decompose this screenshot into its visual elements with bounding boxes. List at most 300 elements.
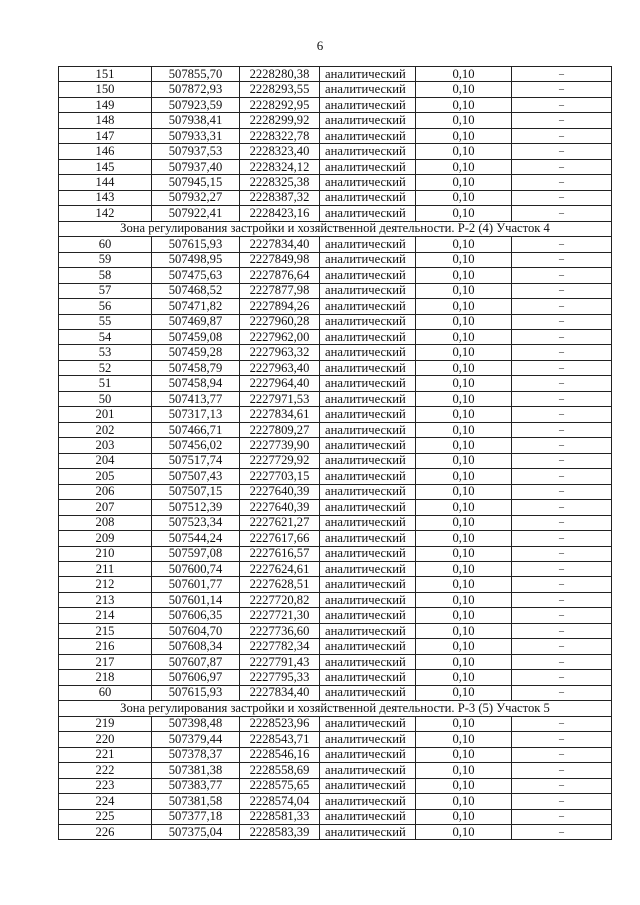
point-number: 51	[59, 376, 152, 391]
x-coordinate: 507615,93	[152, 685, 240, 700]
y-coordinate: 2227721,30	[240, 608, 320, 623]
note: –	[512, 469, 612, 484]
method: аналитический	[320, 190, 416, 205]
x-coordinate: 507933,31	[152, 128, 240, 143]
y-coordinate: 2227962,00	[240, 329, 320, 344]
table-row	[59, 778, 612, 793]
point-number: 147	[59, 128, 152, 143]
accuracy: 0,10	[416, 531, 512, 546]
table-row	[59, 360, 612, 375]
note: –	[512, 252, 612, 267]
table-row	[59, 592, 612, 607]
y-coordinate: 2228387,32	[240, 190, 320, 205]
x-coordinate: 507379,44	[152, 732, 240, 747]
point-number: 53	[59, 345, 152, 360]
note: –	[512, 345, 612, 360]
method: аналитический	[320, 778, 416, 793]
accuracy: 0,10	[416, 562, 512, 577]
x-coordinate: 507517,74	[152, 453, 240, 468]
method: аналитический	[320, 345, 416, 360]
accuracy: 0,10	[416, 407, 512, 422]
y-coordinate: 2227964,40	[240, 376, 320, 391]
method: аналитический	[320, 469, 416, 484]
accuracy: 0,10	[416, 763, 512, 778]
note: –	[512, 577, 612, 592]
y-coordinate: 2227849,98	[240, 252, 320, 267]
x-coordinate: 507471,82	[152, 299, 240, 314]
method: аналитический	[320, 732, 416, 747]
method: аналитический	[320, 639, 416, 654]
zone-header: Зона регулирования застройки и хозяйственной деятельности. Р-3 (5) Участок 5	[59, 701, 612, 716]
note: –	[512, 500, 612, 515]
accuracy: 0,10	[416, 113, 512, 128]
table-row	[59, 809, 612, 824]
accuracy: 0,10	[416, 732, 512, 747]
y-coordinate: 2227963,32	[240, 345, 320, 360]
x-coordinate: 507937,40	[152, 159, 240, 174]
accuracy: 0,10	[416, 794, 512, 809]
x-coordinate: 507317,13	[152, 407, 240, 422]
accuracy: 0,10	[416, 685, 512, 700]
method: аналитический	[320, 329, 416, 344]
accuracy: 0,10	[416, 144, 512, 159]
method: аналитический	[320, 716, 416, 731]
x-coordinate: 507606,35	[152, 608, 240, 623]
x-coordinate: 507607,87	[152, 654, 240, 669]
point-number: 214	[59, 608, 152, 623]
accuracy: 0,10	[416, 453, 512, 468]
y-coordinate: 2227894,26	[240, 299, 320, 314]
table-row	[59, 190, 612, 205]
accuracy: 0,10	[416, 345, 512, 360]
accuracy: 0,10	[416, 670, 512, 685]
point-number: 57	[59, 283, 152, 298]
table-row	[59, 438, 612, 453]
y-coordinate: 2228293,55	[240, 82, 320, 97]
note: –	[512, 175, 612, 190]
table-row	[59, 546, 612, 561]
note: –	[512, 824, 612, 839]
method: аналитический	[320, 299, 416, 314]
x-coordinate: 507413,77	[152, 391, 240, 406]
point-number: 222	[59, 763, 152, 778]
method: аналитический	[320, 747, 416, 762]
method: аналитический	[320, 654, 416, 669]
point-number: 206	[59, 484, 152, 499]
note: –	[512, 484, 612, 499]
x-coordinate: 507938,41	[152, 113, 240, 128]
y-coordinate: 2228325,38	[240, 175, 320, 190]
point-number: 208	[59, 515, 152, 530]
table-row	[59, 531, 612, 546]
table-row	[59, 654, 612, 669]
note: –	[512, 685, 612, 700]
note: –	[512, 778, 612, 793]
point-number: 151	[59, 67, 152, 82]
x-coordinate: 507932,27	[152, 190, 240, 205]
accuracy: 0,10	[416, 268, 512, 283]
x-coordinate: 507466,71	[152, 422, 240, 437]
note: –	[512, 391, 612, 406]
y-coordinate: 2228581,33	[240, 809, 320, 824]
x-coordinate: 507601,14	[152, 592, 240, 607]
accuracy: 0,10	[416, 360, 512, 375]
x-coordinate: 507945,15	[152, 175, 240, 190]
table-row	[59, 577, 612, 592]
x-coordinate: 507381,38	[152, 763, 240, 778]
y-coordinate: 2228323,40	[240, 144, 320, 159]
point-number: 207	[59, 500, 152, 515]
method: аналитический	[320, 592, 416, 607]
method: аналитический	[320, 283, 416, 298]
point-number: 52	[59, 360, 152, 375]
method: аналитический	[320, 206, 416, 221]
note: –	[512, 360, 612, 375]
note: –	[512, 97, 612, 112]
table-row	[59, 376, 612, 391]
y-coordinate: 2227834,40	[240, 237, 320, 252]
zone-header-row	[59, 221, 612, 236]
accuracy: 0,10	[416, 314, 512, 329]
point-number: 215	[59, 623, 152, 638]
method: аналитический	[320, 237, 416, 252]
point-number: 146	[59, 144, 152, 159]
y-coordinate: 2227640,39	[240, 484, 320, 499]
table-row	[59, 268, 612, 283]
note: –	[512, 592, 612, 607]
point-number: 218	[59, 670, 152, 685]
note: –	[512, 144, 612, 159]
method: аналитический	[320, 763, 416, 778]
point-number: 213	[59, 592, 152, 607]
accuracy: 0,10	[416, 747, 512, 762]
coordinates-table	[58, 66, 612, 840]
y-coordinate: 2227736,60	[240, 623, 320, 638]
point-number: 148	[59, 113, 152, 128]
method: аналитический	[320, 314, 416, 329]
note: –	[512, 670, 612, 685]
method: аналитический	[320, 67, 416, 82]
method: аналитический	[320, 608, 416, 623]
y-coordinate: 2227616,57	[240, 546, 320, 561]
note: –	[512, 794, 612, 809]
method: аналитический	[320, 484, 416, 499]
table-row	[59, 469, 612, 484]
x-coordinate: 507600,74	[152, 562, 240, 577]
y-coordinate: 2227729,92	[240, 453, 320, 468]
point-number: 203	[59, 438, 152, 453]
point-number: 226	[59, 824, 152, 839]
point-number: 225	[59, 809, 152, 824]
note: –	[512, 747, 612, 762]
x-coordinate: 507469,87	[152, 314, 240, 329]
accuracy: 0,10	[416, 778, 512, 793]
method: аналитический	[320, 685, 416, 700]
accuracy: 0,10	[416, 175, 512, 190]
table-row	[59, 608, 612, 623]
point-number: 54	[59, 329, 152, 344]
y-coordinate: 2228558,69	[240, 763, 320, 778]
x-coordinate: 507459,28	[152, 345, 240, 360]
point-number: 219	[59, 716, 152, 731]
point-number: 55	[59, 314, 152, 329]
x-coordinate: 507615,93	[152, 237, 240, 252]
y-coordinate: 2227809,27	[240, 422, 320, 437]
accuracy: 0,10	[416, 716, 512, 731]
note: –	[512, 422, 612, 437]
accuracy: 0,10	[416, 515, 512, 530]
point-number: 60	[59, 237, 152, 252]
x-coordinate: 507383,77	[152, 778, 240, 793]
method: аналитический	[320, 113, 416, 128]
note: –	[512, 299, 612, 314]
x-coordinate: 507507,15	[152, 484, 240, 499]
y-coordinate: 2228322,78	[240, 128, 320, 143]
method: аналитический	[320, 623, 416, 638]
point-number: 220	[59, 732, 152, 747]
point-number: 60	[59, 685, 152, 700]
accuracy: 0,10	[416, 329, 512, 344]
method: аналитический	[320, 97, 416, 112]
note: –	[512, 623, 612, 638]
accuracy: 0,10	[416, 500, 512, 515]
accuracy: 0,10	[416, 376, 512, 391]
table-row	[59, 329, 612, 344]
accuracy: 0,10	[416, 391, 512, 406]
x-coordinate: 507475,63	[152, 268, 240, 283]
accuracy: 0,10	[416, 190, 512, 205]
y-coordinate: 2228299,92	[240, 113, 320, 128]
note: –	[512, 732, 612, 747]
point-number: 223	[59, 778, 152, 793]
y-coordinate: 2227739,90	[240, 438, 320, 453]
x-coordinate: 507498,95	[152, 252, 240, 267]
accuracy: 0,10	[416, 469, 512, 484]
note: –	[512, 763, 612, 778]
note: –	[512, 159, 612, 174]
table-row	[59, 639, 612, 654]
note: –	[512, 453, 612, 468]
point-number: 56	[59, 299, 152, 314]
table-row	[59, 623, 612, 638]
note: –	[512, 809, 612, 824]
page-number: 6	[316, 38, 324, 53]
method: аналитический	[320, 407, 416, 422]
point-number: 209	[59, 531, 152, 546]
x-coordinate: 507606,97	[152, 670, 240, 685]
note: –	[512, 283, 612, 298]
y-coordinate: 2227720,82	[240, 592, 320, 607]
x-coordinate: 507604,70	[152, 623, 240, 638]
y-coordinate: 2227876,64	[240, 268, 320, 283]
table-row	[59, 453, 612, 468]
note: –	[512, 237, 612, 252]
method: аналитический	[320, 252, 416, 267]
x-coordinate: 507375,04	[152, 824, 240, 839]
accuracy: 0,10	[416, 422, 512, 437]
y-coordinate: 2227617,66	[240, 531, 320, 546]
table-row	[59, 345, 612, 360]
x-coordinate: 507378,37	[152, 747, 240, 762]
note: –	[512, 562, 612, 577]
table-row	[59, 237, 612, 252]
method: аналитический	[320, 438, 416, 453]
method: аналитический	[320, 453, 416, 468]
method: аналитический	[320, 175, 416, 190]
accuracy: 0,10	[416, 654, 512, 669]
point-number: 224	[59, 794, 152, 809]
x-coordinate: 507523,34	[152, 515, 240, 530]
table-row	[59, 407, 612, 422]
method: аналитический	[320, 562, 416, 577]
y-coordinate: 2228423,16	[240, 206, 320, 221]
accuracy: 0,10	[416, 592, 512, 607]
table-row	[59, 794, 612, 809]
table-row	[59, 314, 612, 329]
zone-header: Зона регулирования застройки и хозяйственной деятельности. Р-2 (4) Участок 4	[59, 221, 612, 236]
accuracy: 0,10	[416, 206, 512, 221]
point-number: 212	[59, 577, 152, 592]
x-coordinate: 507381,58	[152, 794, 240, 809]
point-number: 59	[59, 252, 152, 267]
x-coordinate: 507601,77	[152, 577, 240, 592]
table-row	[59, 391, 612, 406]
x-coordinate: 507937,53	[152, 144, 240, 159]
x-coordinate: 507468,52	[152, 283, 240, 298]
method: аналитический	[320, 159, 416, 174]
table-row	[59, 159, 612, 174]
zone-header-row	[59, 701, 612, 716]
x-coordinate: 507377,18	[152, 809, 240, 824]
accuracy: 0,10	[416, 824, 512, 839]
note: –	[512, 268, 612, 283]
table-row	[59, 128, 612, 143]
method: аналитический	[320, 670, 416, 685]
y-coordinate: 2227640,39	[240, 500, 320, 515]
y-coordinate: 2227628,51	[240, 577, 320, 592]
note: –	[512, 190, 612, 205]
point-number: 221	[59, 747, 152, 762]
table-row	[59, 824, 612, 839]
method: аналитический	[320, 531, 416, 546]
point-number: 216	[59, 639, 152, 654]
y-coordinate: 2227782,34	[240, 639, 320, 654]
method: аналитический	[320, 82, 416, 97]
table-row	[59, 763, 612, 778]
y-coordinate: 2228546,16	[240, 747, 320, 762]
point-number: 143	[59, 190, 152, 205]
y-coordinate: 2227621,27	[240, 515, 320, 530]
y-coordinate: 2227971,53	[240, 391, 320, 406]
accuracy: 0,10	[416, 252, 512, 267]
y-coordinate: 2227834,40	[240, 685, 320, 700]
accuracy: 0,10	[416, 159, 512, 174]
x-coordinate: 507512,39	[152, 500, 240, 515]
note: –	[512, 716, 612, 731]
method: аналитический	[320, 546, 416, 561]
table-row	[59, 500, 612, 515]
y-coordinate: 2227834,61	[240, 407, 320, 422]
x-coordinate: 507597,08	[152, 546, 240, 561]
y-coordinate: 2227960,28	[240, 314, 320, 329]
y-coordinate: 2228574,04	[240, 794, 320, 809]
note: –	[512, 546, 612, 561]
accuracy: 0,10	[416, 67, 512, 82]
note: –	[512, 407, 612, 422]
method: аналитический	[320, 391, 416, 406]
note: –	[512, 128, 612, 143]
point-number: 217	[59, 654, 152, 669]
point-number: 204	[59, 453, 152, 468]
method: аналитический	[320, 577, 416, 592]
method: аналитический	[320, 360, 416, 375]
x-coordinate: 507456,02	[152, 438, 240, 453]
table-row	[59, 747, 612, 762]
x-coordinate: 507544,24	[152, 531, 240, 546]
y-coordinate: 2227791,43	[240, 654, 320, 669]
table-row	[59, 97, 612, 112]
note: –	[512, 206, 612, 221]
table-row	[59, 422, 612, 437]
point-number: 205	[59, 469, 152, 484]
note: –	[512, 531, 612, 546]
x-coordinate: 507507,43	[152, 469, 240, 484]
y-coordinate: 2227877,98	[240, 283, 320, 298]
x-coordinate: 507608,34	[152, 639, 240, 654]
note: –	[512, 639, 612, 654]
accuracy: 0,10	[416, 283, 512, 298]
x-coordinate: 507458,79	[152, 360, 240, 375]
point-number: 150	[59, 82, 152, 97]
y-coordinate: 2228523,96	[240, 716, 320, 731]
note: –	[512, 329, 612, 344]
table-row	[59, 206, 612, 221]
table-row	[59, 175, 612, 190]
table-row	[59, 732, 612, 747]
x-coordinate: 507872,93	[152, 82, 240, 97]
x-coordinate: 507459,08	[152, 329, 240, 344]
method: аналитический	[320, 268, 416, 283]
note: –	[512, 376, 612, 391]
table-row	[59, 299, 612, 314]
accuracy: 0,10	[416, 438, 512, 453]
method: аналитический	[320, 500, 416, 515]
method: аналитический	[320, 515, 416, 530]
accuracy: 0,10	[416, 82, 512, 97]
note: –	[512, 515, 612, 530]
x-coordinate: 507922,41	[152, 206, 240, 221]
point-number: 201	[59, 407, 152, 422]
point-number: 211	[59, 562, 152, 577]
x-coordinate: 507855,70	[152, 67, 240, 82]
accuracy: 0,10	[416, 128, 512, 143]
note: –	[512, 82, 612, 97]
method: аналитический	[320, 422, 416, 437]
point-number: 202	[59, 422, 152, 437]
accuracy: 0,10	[416, 608, 512, 623]
note: –	[512, 608, 612, 623]
y-coordinate: 2228280,38	[240, 67, 320, 82]
table-row	[59, 562, 612, 577]
note: –	[512, 314, 612, 329]
note: –	[512, 113, 612, 128]
note: –	[512, 438, 612, 453]
y-coordinate: 2227624,61	[240, 562, 320, 577]
table-row	[59, 144, 612, 159]
y-coordinate: 2227963,40	[240, 360, 320, 375]
note: –	[512, 67, 612, 82]
method: аналитический	[320, 376, 416, 391]
